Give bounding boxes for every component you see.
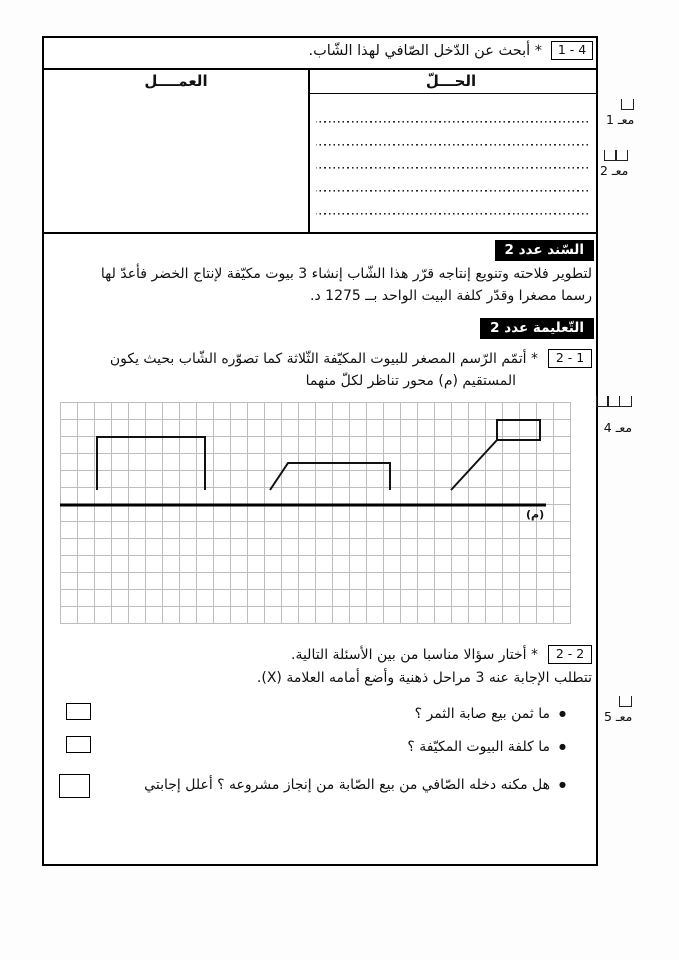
score-boxes-4[interactable] bbox=[597, 396, 632, 407]
score-label-1: معـ 1 bbox=[606, 112, 635, 127]
drawing-grid[interactable] bbox=[60, 402, 571, 624]
score-label-5: معـ 5 bbox=[604, 709, 633, 724]
question-2-1-label-box bbox=[548, 349, 592, 368]
mark-cell bbox=[619, 396, 632, 407]
support-2-header: السّند عدد 2 bbox=[495, 240, 595, 261]
worksheet-frame bbox=[42, 36, 598, 866]
question-option-2: ● ما كلفة البيوت المكيّفة ؟ bbox=[407, 739, 566, 755]
score-label-4: معـ 4 bbox=[603, 420, 633, 435]
dotted-line bbox=[316, 100, 588, 123]
grid-shapes bbox=[60, 402, 571, 624]
question-2-1-label: 2 - 1 bbox=[555, 350, 585, 365]
house-half-slant-3 bbox=[451, 440, 497, 490]
support-2-text bbox=[48, 263, 592, 307]
dotted-line bbox=[316, 169, 588, 192]
table-header-solution: الحـــلّ bbox=[425, 72, 477, 90]
support-2-line2: رسما مصغرا وقدّر كلفة البيت الواحد بــ 1275 د. bbox=[310, 288, 592, 304]
question-2-2-label: 2 - 2 bbox=[555, 646, 585, 661]
score-label-2: معـ 2 bbox=[600, 163, 629, 178]
mark-cell bbox=[619, 696, 632, 707]
score-boxes-5[interactable] bbox=[604, 696, 632, 707]
mark-cell bbox=[607, 396, 620, 407]
mark-cell bbox=[621, 99, 634, 110]
margin-mark-2 bbox=[600, 150, 628, 178]
score-boxes-2[interactable] bbox=[600, 150, 628, 161]
question-option-1: ● ما ثمن بيع صابة الثمر ؟ bbox=[415, 706, 566, 722]
dotted-line bbox=[316, 192, 588, 215]
question-option-3: ● هل مكنه دخله الصّافي من بيع الصّابة من إنجاز مشروعه ؟ أعلل إجابتي bbox=[144, 777, 566, 793]
option-3-checkbox[interactable] bbox=[59, 774, 90, 798]
mark-cell bbox=[604, 150, 617, 161]
instruction-2-header: التّعليمة عدد 2 bbox=[480, 318, 594, 339]
question-2-2-text: * أختار سؤالا مناسبا من بين الأسئلة التالية. bbox=[291, 647, 538, 663]
margin-mark-1 bbox=[606, 99, 634, 127]
mark-cell bbox=[596, 396, 609, 407]
dotted-line bbox=[316, 146, 588, 169]
solution-header-underline bbox=[310, 93, 596, 94]
option-2-checkbox[interactable] bbox=[66, 736, 91, 753]
table-bottom-border bbox=[44, 232, 596, 234]
section-1-4-label: 1 - 4 bbox=[557, 42, 587, 57]
margin-mark-4 bbox=[597, 396, 632, 435]
axis-m-label: (م) bbox=[526, 508, 545, 521]
house-half-outline-2 bbox=[270, 463, 390, 490]
house-half-outline-1 bbox=[97, 437, 205, 490]
table-header-work: العمــــل bbox=[144, 72, 208, 90]
option-1-checkbox[interactable] bbox=[66, 703, 91, 720]
table-top-border bbox=[44, 68, 596, 70]
support-2-line1: لتطوير فلاحته وتنويع إنتاجه قرّر هذا الشّاب إنشاء 3 بيوت مكيّفة لإنتاج الخضر فأعدّ لها bbox=[100, 266, 592, 282]
margin-mark-5 bbox=[604, 696, 632, 724]
section-1-4-label-box bbox=[551, 41, 593, 60]
question-2-1-text: * أتمّم الرّسم المصغر للبيوت المكيّفة الثّلاثة كما تصوّره الشّاب بحيث يكون bbox=[109, 351, 538, 367]
dotted-line bbox=[316, 123, 588, 146]
solution-answer-area[interactable] bbox=[316, 100, 588, 215]
question-2-2-text-continued: تتطلب الإجابة عنه 3 مراحل ذهنية وأضع أمامه العلامة (X). bbox=[256, 670, 592, 686]
question-2-2-label-box bbox=[548, 645, 592, 664]
score-boxes-1[interactable] bbox=[606, 99, 634, 110]
house-half-box-3 bbox=[497, 420, 540, 440]
section-1-4-prompt: * أبحث عن الدّخل الصّافي لهذا الشّاب. bbox=[308, 43, 542, 59]
mark-cell bbox=[615, 150, 628, 161]
question-2-1-text-continued: المستقيم (م) محور تناظر لكلّ منهما bbox=[305, 373, 516, 389]
